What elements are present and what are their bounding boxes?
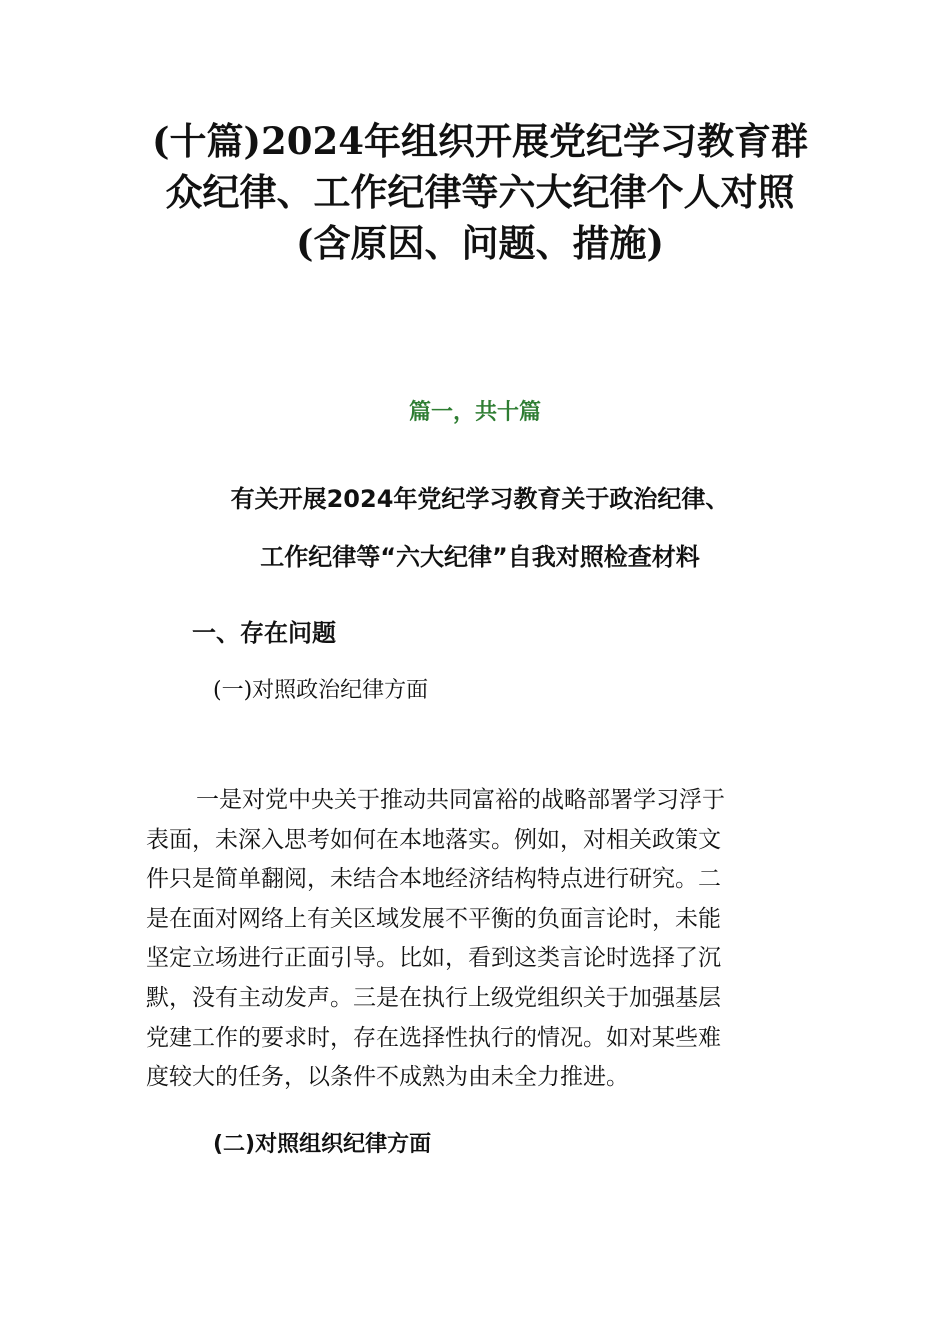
- paragraph-line: 一是对党中央关于推动共同富裕的战略部署学习浮于: [196, 787, 725, 813]
- section-title-line: 工作纪律等“六大纪律”自我对照检查材料: [260, 542, 700, 571]
- section-title: [100, 470, 860, 586]
- paragraph-line: 是在面对网络上有关区域发展不平衡的负面言论时，未能: [146, 905, 721, 932]
- document-title: [150, 116, 810, 269]
- chapter-label: 篇一，共十篇: [408, 399, 541, 425]
- paragraph-line: 坚定立场进行正面引导。比如，看到这类言论时选择了沉: [146, 945, 721, 972]
- paragraph-line: 表面，未深入思考如何在本地落实。例如，对相关政策文: [146, 826, 721, 853]
- paragraph-line: 件只是简单翻阅，未结合本地经济结构特点进行研究。二: [146, 866, 721, 893]
- paragraph-line: 度较大的任务，以条件不成熟为由未全力推进。: [146, 1064, 629, 1091]
- body-paragraph: [146, 781, 806, 1098]
- document-title-line: 众纪律、工作纪律等六大纪律个人对照: [165, 170, 795, 214]
- section-title-line: 有关开展2024年党纪学习教育关于政治纪律、: [230, 484, 730, 513]
- paragraph-line: 党建工作的要求时，存在选择性执行的情况。如对某些难: [146, 1024, 721, 1051]
- subheading-political-discipline: (一)对照政治纪律方面: [213, 678, 429, 703]
- paragraph-line: 默，没有主动发声。三是在执行上级党组织关于加强基层: [146, 984, 721, 1011]
- document-title-line: (十篇)2024年组织开展党纪学习教育群: [152, 119, 808, 163]
- document-title-line: (含原因、问题、措施): [295, 221, 664, 265]
- subheading-organizational-discipline: (二)对照组织纪律方面: [213, 1132, 432, 1157]
- heading-existing-problems: 一、存在问题: [192, 619, 336, 647]
